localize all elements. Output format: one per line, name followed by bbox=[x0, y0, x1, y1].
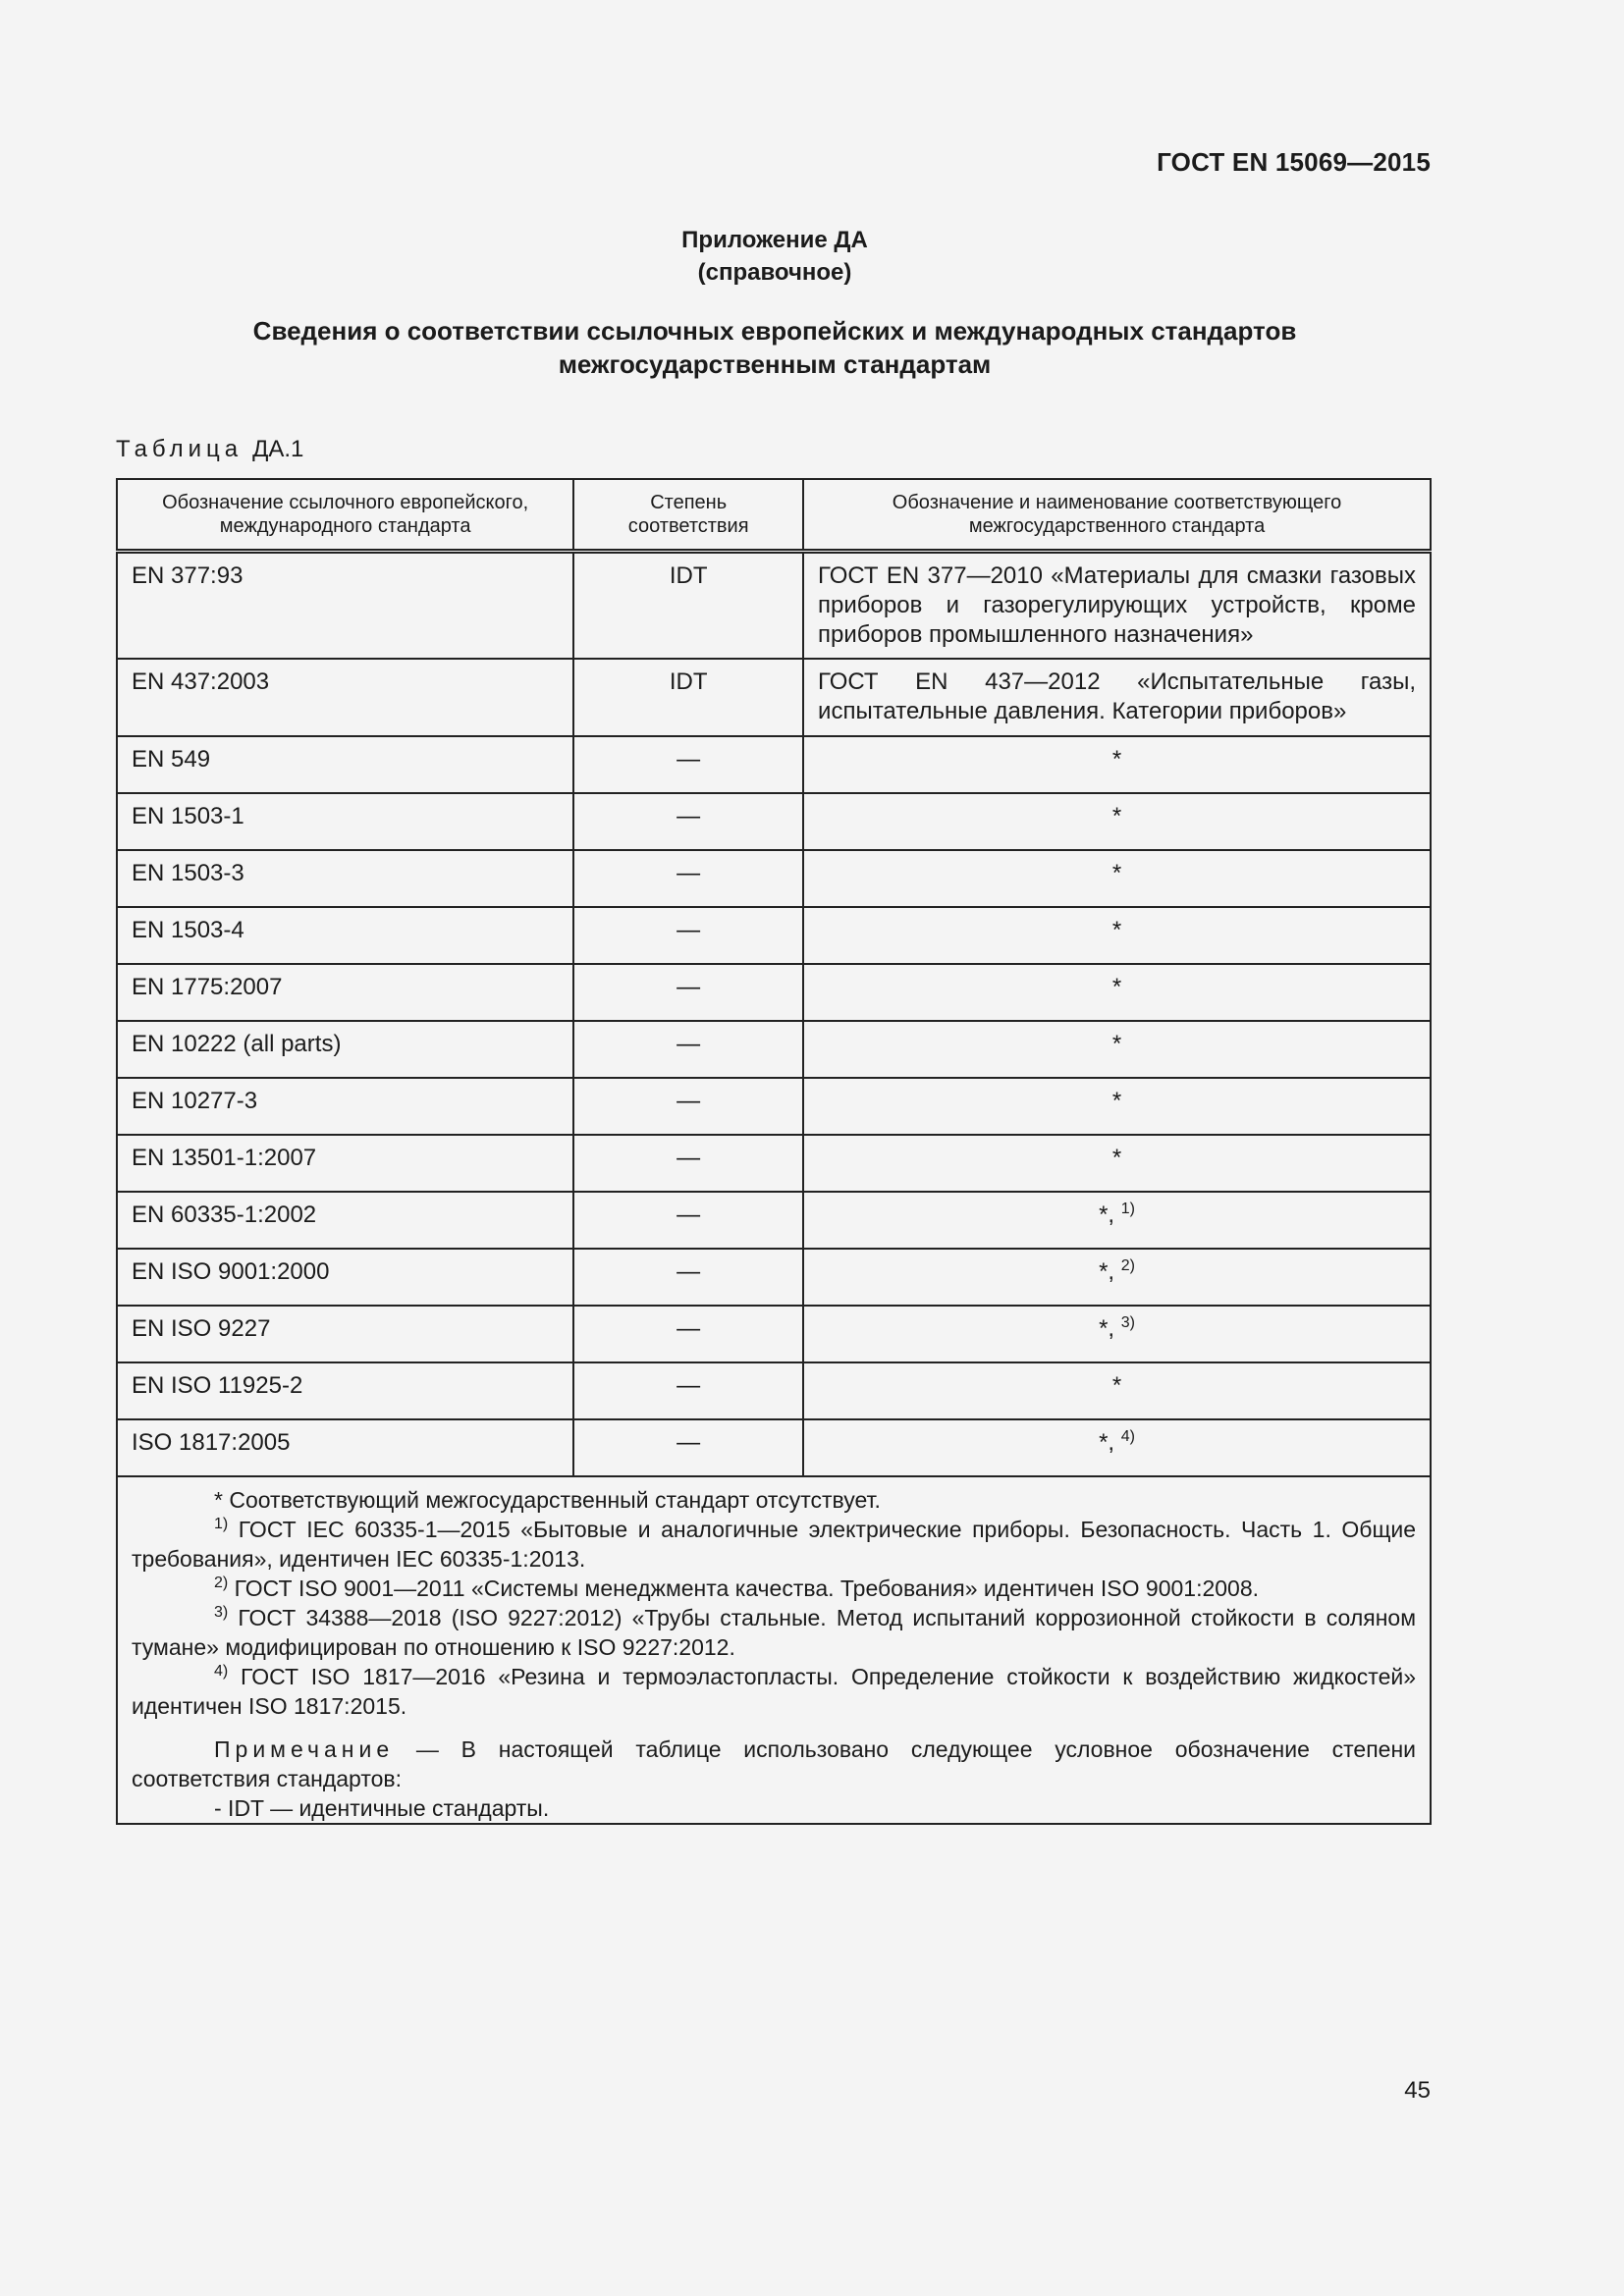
footnote-4 bbox=[132, 1662, 1416, 1721]
table-caption-prefix: Таблица bbox=[116, 436, 244, 462]
footnote-3-text: ГОСТ 34388—2018 (ISO 9227:2012) «Трубы стальные. Метод испытаний коррозионной стойкости в соляном тумане» модифицирован по отношению к ISO 9227:2012. bbox=[132, 1604, 1417, 1660]
cell-degree: — bbox=[573, 793, 803, 850]
cell-degree: — bbox=[573, 1419, 803, 1476]
table-note-label: Примечание bbox=[214, 1735, 395, 1762]
footnote-1 bbox=[132, 1515, 1416, 1574]
table-row bbox=[117, 1249, 1431, 1306]
cell-gost: * bbox=[803, 1362, 1431, 1419]
cell-degree: — bbox=[573, 736, 803, 793]
cell-gost: * bbox=[803, 1021, 1431, 1078]
header-degree: Степень соответствия bbox=[573, 479, 803, 552]
table-row bbox=[117, 1192, 1431, 1249]
table-row bbox=[117, 1078, 1431, 1135]
cell-ref: EN ISO 9001:2000 bbox=[117, 1249, 573, 1306]
cell-ref: EN 1503-4 bbox=[117, 907, 573, 964]
main-title-line-2: межгосударственным стандартам bbox=[558, 349, 992, 379]
cell-gost: * bbox=[803, 907, 1431, 964]
cell-degree: — bbox=[573, 1306, 803, 1362]
footnote-ref: 3) bbox=[1120, 1313, 1135, 1331]
table-caption bbox=[116, 436, 303, 463]
table-row bbox=[117, 793, 1431, 850]
cell-degree: — bbox=[573, 907, 803, 964]
footnote-1-mark: 1) bbox=[214, 1515, 229, 1532]
footnote-1-text: ГОСТ IEC 60335-1—2015 «Бытовые и аналогичные электрические приборы. Безопасность. Часть 1. Общие требования», идентичен IEC 60335-1:2013. bbox=[132, 1516, 1417, 1572]
cell-gost: * bbox=[803, 1078, 1431, 1135]
table-row bbox=[117, 907, 1431, 964]
cell-ref: ISO 1817:2005 bbox=[117, 1419, 573, 1476]
cell-degree: — bbox=[573, 1192, 803, 1249]
table-row bbox=[117, 659, 1431, 736]
cell-ref: EN 1503-1 bbox=[117, 793, 573, 850]
cell-gost-star: *, bbox=[1099, 1428, 1115, 1456]
cell-degree: — bbox=[573, 1362, 803, 1419]
footnote-4-mark: 4) bbox=[214, 1662, 229, 1680]
page-number: 45 bbox=[1404, 2077, 1431, 2104]
cell-gost bbox=[803, 1419, 1431, 1476]
footnote-4-text: ГОСТ ISO 1817—2016 «Резина и термоэластопласты. Определение стойкости к воздействию жидкостей» идентичен ISO 1817:2015. bbox=[132, 1663, 1417, 1719]
cell-ref: EN 60335-1:2002 bbox=[117, 1192, 573, 1249]
table-note-text: — В настоящей таблице использовано следующее условное обозначение степени соответствия стандартов: bbox=[132, 1735, 1416, 1791]
header-ref-standard: Обозначение ссылочного европейского, международного стандарта bbox=[117, 479, 573, 552]
table-row bbox=[117, 1135, 1431, 1192]
cell-gost-star: *, bbox=[1099, 1257, 1115, 1285]
cell-degree: — bbox=[573, 1078, 803, 1135]
cell-degree: — bbox=[573, 1021, 803, 1078]
table-header-row bbox=[117, 479, 1431, 552]
main-title-line-1: Сведения о соответствии ссылочных европейских и международных стандартов bbox=[252, 316, 1297, 346]
main-title bbox=[0, 314, 1549, 381]
cell-ref: EN 10222 (all parts) bbox=[117, 1021, 573, 1078]
appendix-subtitle: (справочное) bbox=[697, 259, 852, 286]
cell-degree: — bbox=[573, 964, 803, 1021]
cell-degree: IDT bbox=[573, 659, 803, 736]
header-gost-standard: Обозначение и наименование соответствующего межгосударственного стандарта bbox=[803, 479, 1431, 552]
cell-ref: EN 1775:2007 bbox=[117, 964, 573, 1021]
document-code: ГОСТ EN 15069—2015 bbox=[1157, 147, 1431, 177]
cell-gost bbox=[803, 1306, 1431, 1362]
cell-degree: — bbox=[573, 1249, 803, 1306]
cell-gost bbox=[803, 1192, 1431, 1249]
table-footnotes bbox=[117, 1476, 1431, 1824]
footnote-ref: 1) bbox=[1120, 1200, 1135, 1217]
cell-gost: * bbox=[803, 736, 1431, 793]
appendix-heading bbox=[0, 224, 1549, 289]
table-row bbox=[117, 964, 1431, 1021]
cell-ref: EN ISO 9227 bbox=[117, 1306, 573, 1362]
footnote-ref: 4) bbox=[1120, 1427, 1135, 1445]
cell-degree: — bbox=[573, 1135, 803, 1192]
cell-degree: — bbox=[573, 850, 803, 907]
cell-ref: EN 377:93 bbox=[117, 552, 573, 659]
table-row bbox=[117, 1362, 1431, 1419]
cell-gost: * bbox=[803, 1135, 1431, 1192]
cell-gost: * bbox=[803, 850, 1431, 907]
cell-ref: EN ISO 11925-2 bbox=[117, 1362, 573, 1419]
footnote-3-mark: 3) bbox=[214, 1603, 229, 1621]
cell-ref: EN 1503-3 bbox=[117, 850, 573, 907]
appendix-title: Приложение ДА bbox=[681, 227, 868, 253]
table-note bbox=[132, 1735, 1416, 1793]
table-caption-number: ДА.1 bbox=[252, 436, 304, 462]
cell-ref: EN 549 bbox=[117, 736, 573, 793]
cell-gost: * bbox=[803, 793, 1431, 850]
cell-degree: IDT bbox=[573, 552, 803, 659]
table-row bbox=[117, 1419, 1431, 1476]
standards-table bbox=[116, 478, 1432, 1825]
cell-gost: * bbox=[803, 964, 1431, 1021]
footnote-3 bbox=[132, 1603, 1416, 1662]
cell-ref: EN 437:2003 bbox=[117, 659, 573, 736]
cell-gost: ГОСТ EN 437—2012 «Испытательные газы, испытательные давления. Категории приборов» bbox=[803, 659, 1431, 736]
footnote-ref: 2) bbox=[1120, 1256, 1135, 1274]
footnotes-row bbox=[117, 1476, 1431, 1824]
footnote-2 bbox=[132, 1574, 1416, 1603]
cell-gost-star: *, bbox=[1099, 1201, 1115, 1228]
cell-ref: EN 13501-1:2007 bbox=[117, 1135, 573, 1192]
table-row bbox=[117, 736, 1431, 793]
cell-gost-star: *, bbox=[1099, 1314, 1115, 1342]
table-row bbox=[117, 552, 1431, 659]
footnote-star: * Соответствующий межгосударственный стандарт отсутствует. bbox=[214, 1486, 881, 1513]
table-row bbox=[117, 1306, 1431, 1362]
table-row bbox=[117, 850, 1431, 907]
cell-gost: ГОСТ EN 377—2010 «Материалы для смазки газовых приборов и газорегулирующих устройств, кроме приборов промышленного назначения» bbox=[803, 552, 1431, 659]
cell-ref: EN 10277-3 bbox=[117, 1078, 573, 1135]
table-note-item: - IDT — идентичные стандарты. bbox=[214, 1794, 550, 1821]
cell-gost bbox=[803, 1249, 1431, 1306]
footnote-2-mark: 2) bbox=[214, 1574, 229, 1591]
table-row bbox=[117, 1021, 1431, 1078]
footnote-2-text: ГОСТ ISO 9001—2011 «Системы менеджмента качества. Требования» идентичен ISO 9001:2008. bbox=[234, 1575, 1260, 1601]
